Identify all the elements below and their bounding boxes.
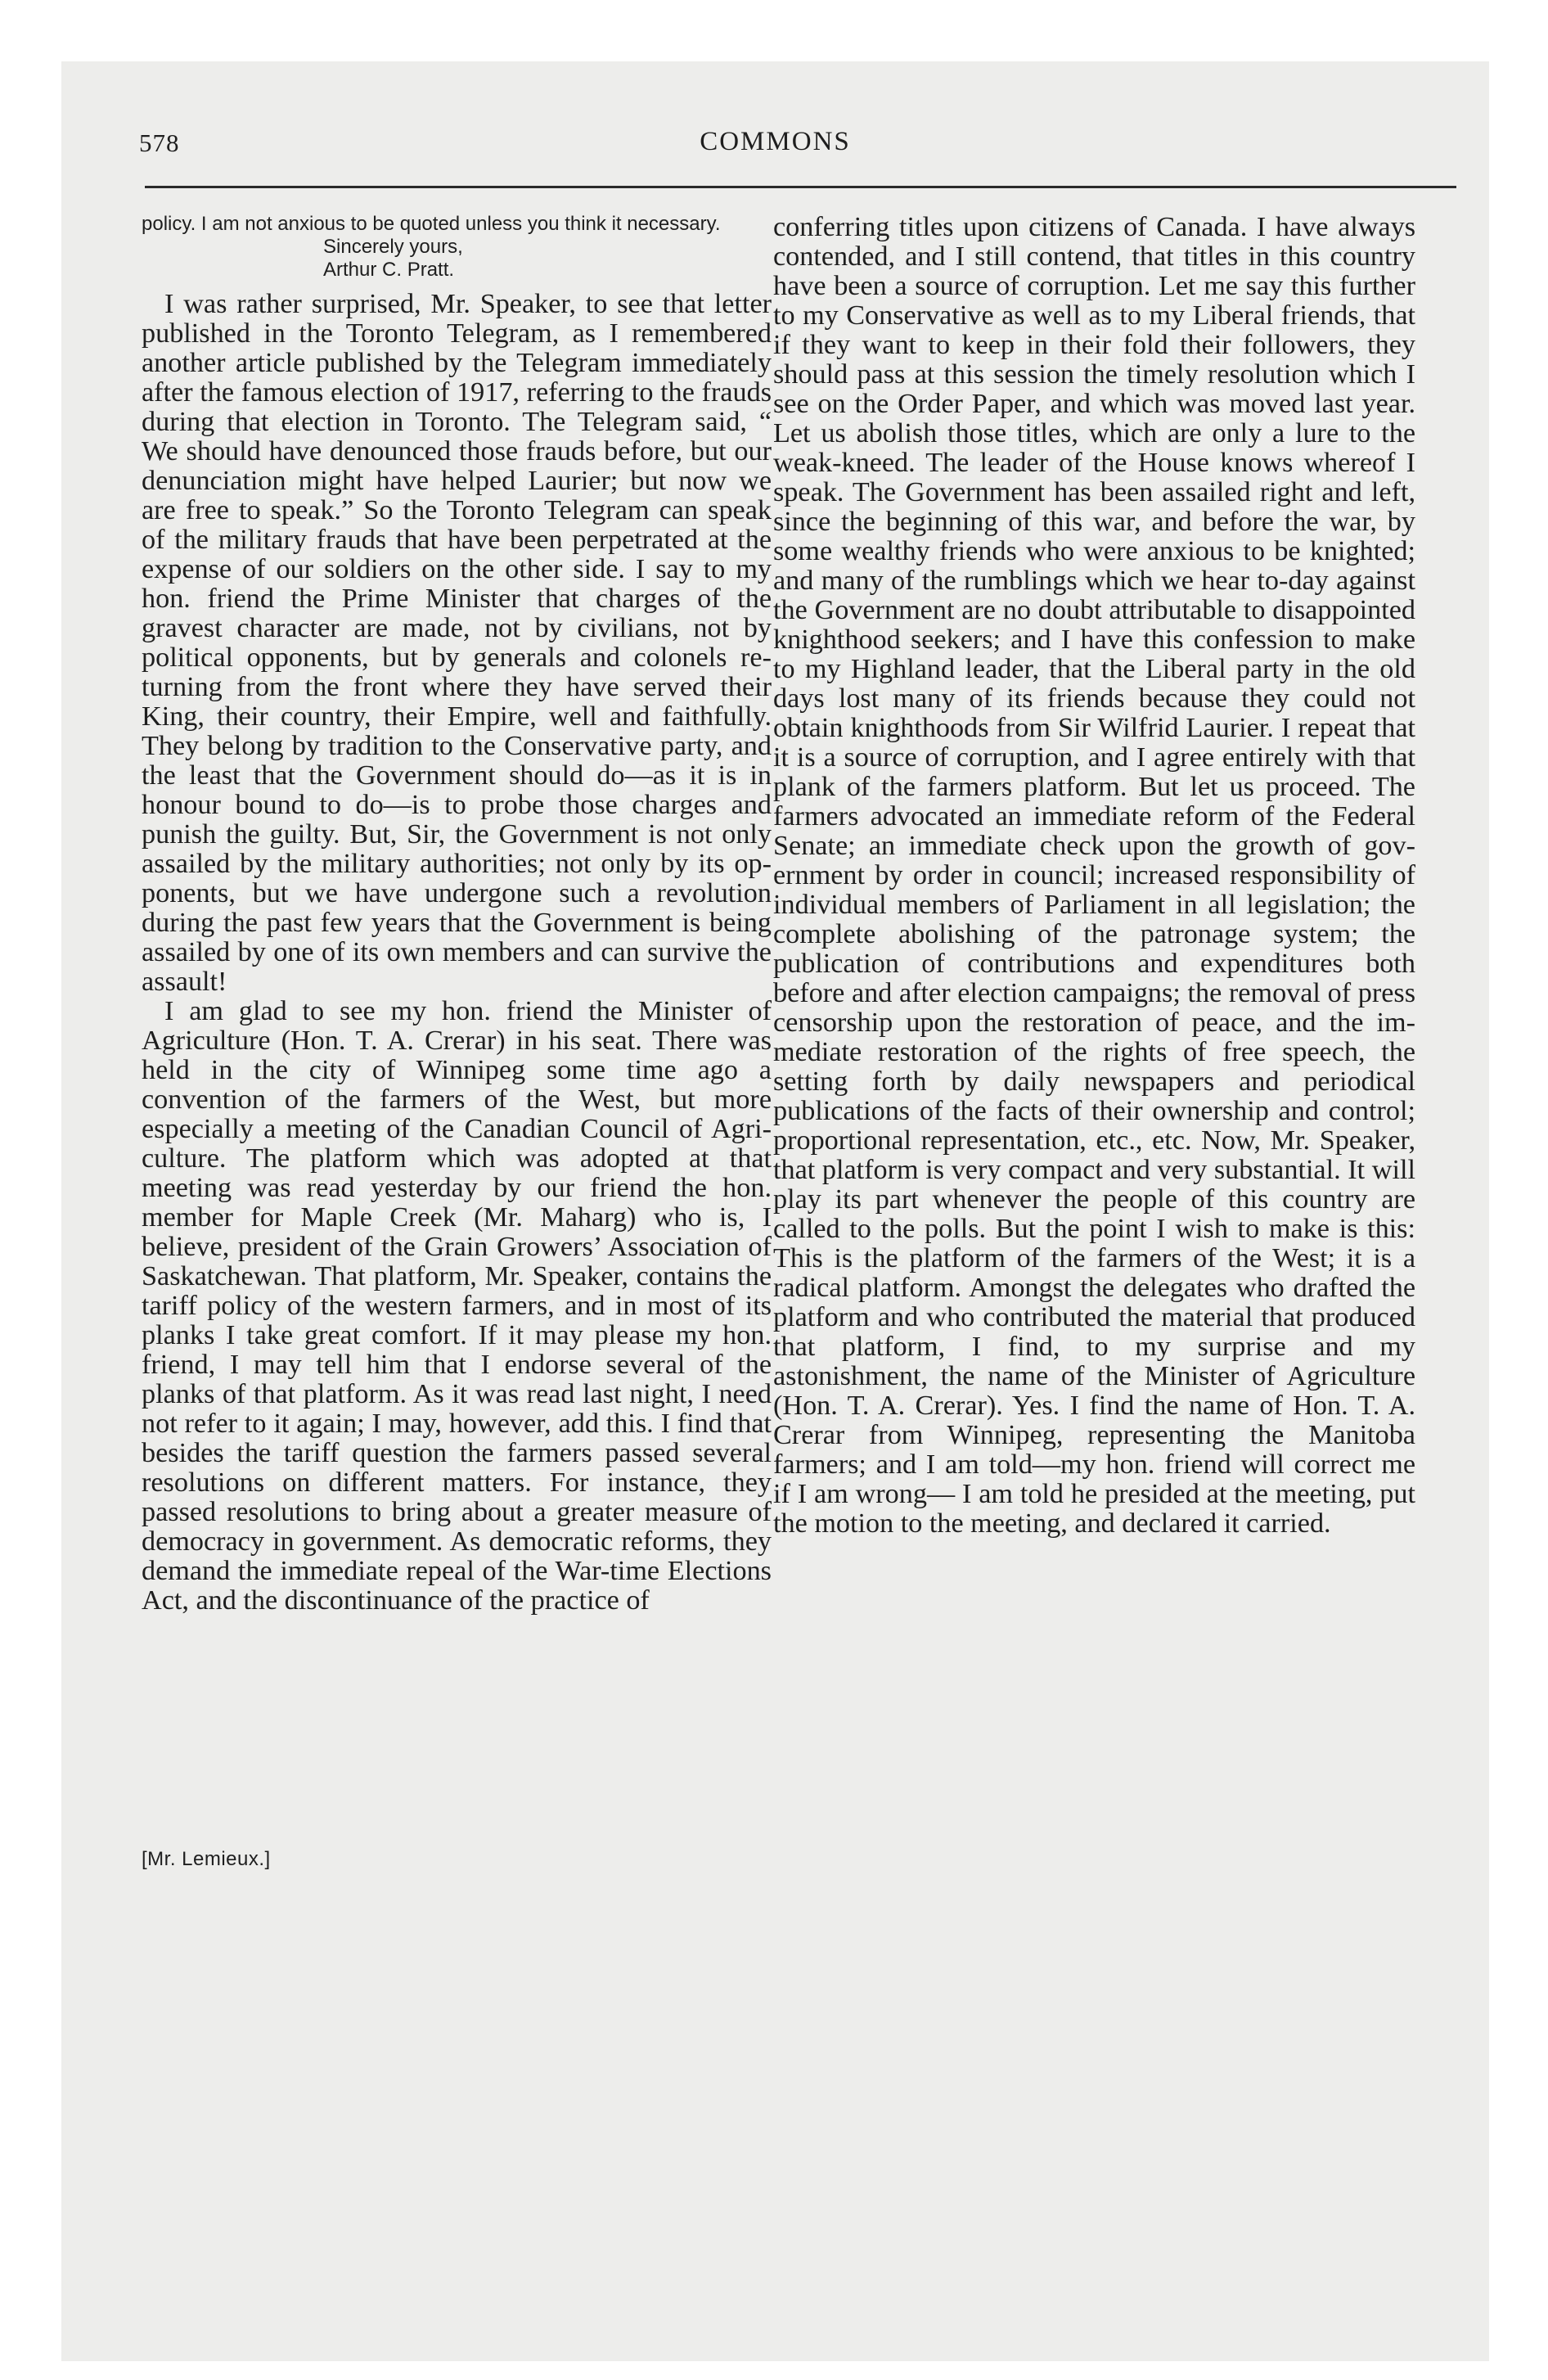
- header-rule: [145, 186, 1456, 188]
- paragraph: I am glad to see my hon. friend the Minister of Agriculture (Hon. T. A. Crerar) in his seat. There was held in the city of Winnipeg some time ago a convention of the farmers of the West, but more especially a meeting of the Canadian Council of Agriculture. The platform which was adopted at that meeting was read yesterday by our friend the hon. member for Maple Creek (Mr. Maharg) who is, I believe, president of the Grain Growers’ Association of Saskatchewan. That platform, Mr. Speaker, contains the tariff policy of the western farmers, and in most of its planks I take great comfort. If it may please my hon. friend, I may tell him that I endorse several of the planks of that platform. As it was read last night, I need not refer to it again; I may, however, add this. I find that besides the tariff question the farmers passed several resolutions on different matters. For instance, they passed resolutions to bring about a greater measure of democracy in government. As democratic reforms, they demand the immediate repeal of the War-time Elections Act, and the discontinuance of the practice of: [142, 996, 772, 1616]
- signature: Arthur C. Pratt.: [323, 259, 455, 281]
- sign-off-line: Sincerely yours,: [323, 236, 463, 258]
- letter-signoff: [323, 236, 772, 282]
- page-number: 578: [139, 128, 180, 157]
- paragraph: conferring titles upon citizens of Canada. I have always contended, and I still contend, that titles in this country have been a source of corruption. Let me say this further to my Conservative as well as to my Liberal friends, that if they want to keep in their fold their followers, they should pass at this session the timely resolution which I see on the Order Paper, and which was moved last year. Let us abolish those titles, which are only a lure to the weak-kneed. The leader of the House knows whereof I speak. The Government has been assailed right and left, since the beginning of this war, and before the war, by some wealthy friends who were anxious to be knighted; and many of the rumblings which we hear to-day against the Government are no doubt attributable to disappointed knighthood seekers; and I have this confession to make to my Highland leader, that the Liberal party in the old days lost many of its friends because they could not obtain knighthoods from Sir Wilfrid Laurier. I repeat that it is a source of corruption, and I agree entirely with that plank of the farmers platform. But let us proceed. The farmers advocated an immediate reform of the Federal Senate; an immediate check upon the growth of government by order in council; increased responsibility of individual members of Parliament in all legislation; the complete abolishing of the patronage system; the publication of contributions and expenditures both before and after election campaigns; the removal of press censorship upon the restoration of peace, and the immediate restoration of the rights of free speech, the setting forth by daily newspapers and periodical publications of the facts of their ownership and control; proportional representation, etc., etc. Now, Mr. Speaker, that platform is very compact and very substantial. It will play its part whenever the people of this country are called to the polls. But the point I wish to make is this: This is the platform of the farmers of the West; it is a radical platform. Amongst the delegates who drafted the platform and who contributed the material that produced that platform, I find, to my surprise and my astonishment, the name of the Minister of Agriculture (Hon. T. A. Crerar). Yes. I find the name of Hon. T. A. Crerar from Winnipeg, representing the Manitoba farmers; and I am told—my hon. friend will correct me if I am wrong— I am told he presided at the meeting, put the motion to the meeting, and declared it carried.: [773, 212, 1415, 1539]
- letter-text: policy. I am not anxious to be quoted unless you think it necessary.: [142, 213, 721, 235]
- letter-excerpt: [142, 213, 772, 236]
- running-title: COMMONS: [700, 127, 851, 156]
- left-column: [142, 213, 772, 1616]
- right-column: [773, 213, 1415, 1539]
- page-scan: [61, 61, 1489, 2361]
- speaker-attribution: [Mr. Lemieux.]: [142, 1848, 271, 1870]
- paragraph: I was rather surprised, Mr. Speaker, to see that letter published in the Toronto Telegram, as I remembered another article published by the Telegram immediately after the famous election of 1917, referring to the frauds during that election in Toronto. The Telegram said, “ We should have denounced those frauds before, but our denunciation might have helped Laurier; but now we are free to speak.” So the Toronto Telegram can speak of the military frauds that have been perpetrated at the expense of our soldiers on the other side. I say to my hon. friend the Prime Minister that charges of the gravest character are made, not by civilians, not by political opponents, but by generals and colonels returning from the front where they have served their King, their country, their Empire, well and faithfully. They belong by tradition to the Conservative party, and the least that the Government should do—as it is in honour bound to do—is to probe those charges and punish the guilty. But, Sir, the Government is not only assailed by the military authorities; not only by its opponents, but we have undergone such a revolution during the past few years that the Government is being assailed by one of its own members and can survive the assault!: [142, 289, 772, 997]
